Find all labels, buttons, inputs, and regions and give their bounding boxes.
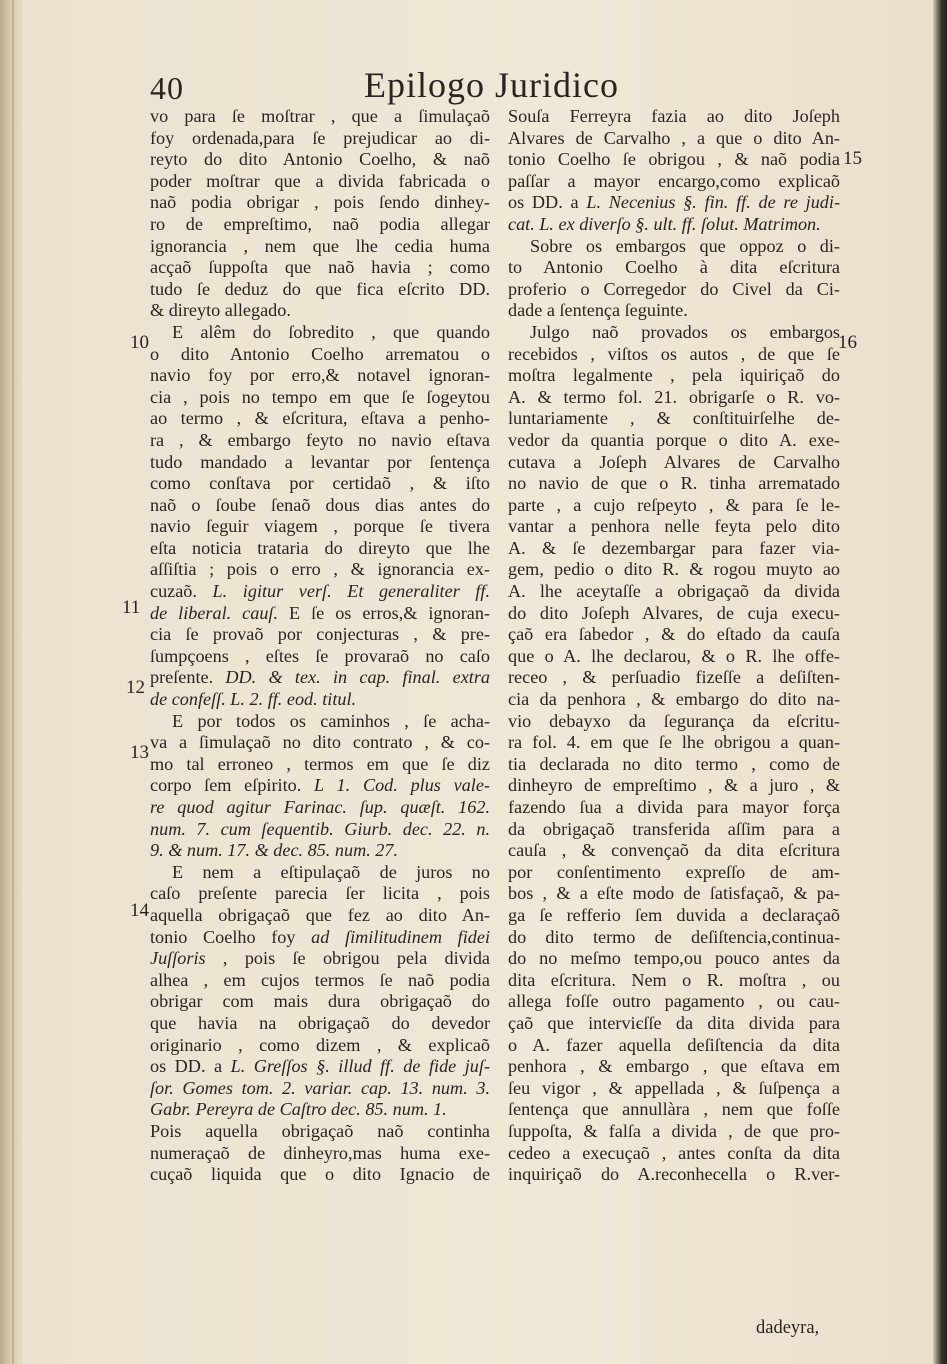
text-line: receo , & perſuadio fizeſſe a deſiſten-: [508, 667, 840, 688]
text-line: dade a ſentença ſeguinte.: [508, 300, 688, 321]
text-line: reyto do dito Antonio Coelho, & naõ: [150, 149, 490, 170]
text-line: çaõ que interviєſſe da dita divida para: [508, 1012, 840, 1033]
text-line: ignorancia , nem que lhe cedia huma: [150, 235, 490, 256]
text-line: ro de empreſtimo, naõ podia allegar: [150, 213, 490, 234]
text-line: cat. L. ex diverſo §. ult. ff. ſolut. Matrimon.: [508, 213, 821, 234]
text-line: que havia na obrigaçaõ do devedor: [150, 1012, 490, 1033]
text-line: parte , a cujo reſpeyto , & para ſe le-: [508, 494, 840, 515]
text-line: acçaõ ſuppoſta que naõ havia ; como: [150, 257, 490, 278]
text-line: mo tal erroneo , termos em que ſe diz: [150, 753, 490, 774]
text-line: 9. & num. 17. & dec. 85. num. 27.: [150, 840, 399, 861]
text-line: ao termo , & eſcritura, eſtava a penho-: [150, 408, 490, 429]
text-line: A. & termo fol. 21. obrigarſe o R. vo-: [508, 386, 840, 407]
margin-number-15: 15: [843, 148, 862, 169]
margin-number-13: 13: [130, 742, 149, 763]
text-line: Julgo naõ provados os embargos: [530, 321, 840, 342]
text-line: vio debayxo da ſegurança da eſcritu-: [508, 710, 840, 731]
text-line: A. lhe aceytaſſe a obrigaçaõ da divida: [508, 581, 840, 602]
text-line: num. 7. cum ſequentib. Giurb. dec. 22. n.: [150, 818, 490, 839]
page-edge-shadow: [933, 0, 947, 1364]
text-line: corpo ſem eſpirito. L 1. Cod. plus vale-: [150, 775, 490, 796]
text-line: Souſa Ferreyra fazia ao dito Joſeph: [508, 106, 840, 126]
text-line: que o A. lhe declarou, & o R. lhe offe-: [508, 645, 840, 666]
text-line: dita eſcritura. Nem o R. moſtra , ou: [508, 969, 840, 990]
text-line: dinheyro de empreſtimo , & a juro , &: [508, 775, 840, 796]
text-line: Juſſoris , pois ſe obrigou pela divida: [150, 948, 490, 969]
text-line: da obrigaçaõ transferida aſſim para a: [508, 818, 840, 839]
text-line: tia declarada no dito termo , como de: [508, 753, 840, 774]
margin-number-10: 10: [130, 332, 149, 353]
text-line: alhea , em cujos termos ſe naõ podia: [150, 969, 490, 990]
text-line: vedor da quantia porque o dito A. exe-: [508, 429, 840, 450]
text-line: E por todos os caminhos , ſe acha-: [172, 710, 490, 731]
text-line: eſta noticia trataria do direyto que lhe: [150, 537, 490, 558]
text-line: va a ſimulaçaõ no dito contrato , & co-: [150, 732, 490, 753]
text-line: o A. fazer aquella deſiſtencia da dita: [508, 1034, 840, 1055]
text-line: aſſiſtia ; pois o erro , & ignorancia ex-: [150, 559, 490, 580]
text-line: naõ o ſoube ſenaõ dous dias antes do: [150, 494, 490, 515]
text-line: tonio Coelho ſe obrigou , & naõ podia: [508, 149, 840, 170]
text-line: cuzaõ. L. igitur verſ. Et generaliter ff.: [150, 581, 491, 602]
text-line: proferio o Corregedor do Civel da Ci-: [508, 278, 840, 299]
text-line: ſeu vigor , & appellada , & ſuſpença a: [508, 1077, 840, 1098]
text-line: como conſtava por certidaõ , & iſto: [150, 473, 490, 494]
text-line: o dito Antonio Coelho arrematou o: [150, 343, 490, 364]
text-line: recebidos , viſtos os autos , de que ſe: [508, 343, 840, 364]
margin-number-16: 16: [838, 332, 857, 353]
text-line: vantar a penhora nelle feyta pelo dito: [508, 516, 840, 537]
text-line: E nem a eſtipulaçaõ de juros no: [172, 861, 490, 882]
text-line: E alêm do ſobredito , que quando: [172, 321, 490, 342]
text-line: caſo preſente parecia ſer licita , pois: [150, 883, 490, 904]
text-line: moſtra legalmente , pela iquiriçaõ do: [508, 365, 840, 386]
text-line: tudo mandado a levantar por ſentença: [150, 451, 490, 472]
text-line: naõ podia obrigar , pois ſendo dinhey-: [150, 192, 490, 213]
text-line: navio foy por erro,& notavel ignoran-: [150, 365, 490, 386]
text-line: preſente. DD. & tex. in cap. final. extra: [150, 667, 490, 688]
text-line: obrigar com mais dura obrigaçaõ do: [150, 991, 490, 1012]
text-line: os DD. a L. Necenius §. fin. ff. de re judi-: [508, 192, 840, 213]
text-line: to Antonio Coelho à dita eſcritura: [508, 257, 840, 278]
text-line: bos , & a eſte modo de ſatisfaçaõ, & pa-: [508, 883, 840, 904]
text-line: vo para ſe moſtrar , que a ſimulaçaõ: [150, 106, 490, 126]
text-line: de confeſſ. L. 2. ff. eod. titul.: [150, 689, 357, 710]
right-text-column: [508, 106, 840, 1186]
text-line: cia , pois no tempo em que ſe ſogeytou: [150, 386, 490, 407]
text-line: do no meſmo tempo,ou pouco antes da: [508, 948, 840, 969]
text-line: Sobre os embargos que oppoz o di-: [530, 235, 840, 256]
text-line: navio ſeguir viagem , porque ſe tivera: [150, 516, 490, 537]
text-line: cedeo a execuçaõ , antes conſta da dita: [508, 1142, 840, 1163]
margin-number-12: 12: [126, 677, 145, 698]
text-line: ſentença que annullàra , nem que foſſe: [508, 1099, 840, 1120]
running-head: Epilogo Juridico: [364, 65, 619, 105]
text-line: do dito Joſeph Alvares, de cuja execu-: [508, 602, 840, 623]
text-line: no navio de que o R. tinha arrematado: [508, 473, 840, 494]
text-line: cuçaõ liquida que o dito Ignacio de: [150, 1164, 490, 1185]
text-line: tonio Coelho foy ad ſimilitudinem fidei: [150, 926, 491, 947]
text-line: fazendo ſua a divida para mayor força: [508, 797, 840, 817]
margin-number-11: 11: [122, 597, 141, 618]
text-line: os DD. a L. Greſſos §. illud ff. de fide juſ-: [150, 1056, 490, 1077]
text-line: cia da penhora , & embargo do dito na-: [508, 689, 840, 710]
text-line: gem, pedio o dito R. & rogou muyto ao: [508, 559, 840, 580]
text-line: ſumpçoens , eſtes ſe provaraõ no caſo: [150, 645, 490, 666]
text-line: paſſar a mayor encargo,como explicaõ: [508, 170, 840, 191]
text-line: poder moſtrar que a divida fabricada o: [150, 170, 490, 191]
text-line: ſuppoſta, & falſa a divida , de que pro-: [508, 1120, 840, 1141]
text-line: inquiriçaõ do A.reconhecella o R.ver-: [508, 1164, 840, 1185]
text-line: do dito termo de deſiſtencia,continua-: [508, 926, 840, 947]
text-line: numeraçaõ de dinheyro,mas huma exe-: [150, 1142, 490, 1163]
text-line: ſor. Gomes tom. 2. variar. cap. 13. num. 3.: [150, 1077, 490, 1098]
text-line: cauſa , & convençaõ da dita eſcritura: [508, 840, 840, 861]
page-number: 40: [150, 70, 184, 106]
text-line: cutava a Joſeph Alvares de Carvalho: [508, 451, 840, 472]
page-gutter: [0, 0, 22, 1364]
text-line: allega foſſe outro pagamento , ou cau-: [508, 991, 840, 1012]
text-line: ga ſe refferio ſem duvida a declaraçaõ: [508, 904, 840, 925]
text-line: luntariamente , & conſtituirſelhe de-: [508, 408, 840, 429]
text-line: Alvares de Carvalho , a que o dito An-: [508, 127, 840, 148]
text-line: ra , & embargo feyto no navio eſtava: [150, 429, 490, 450]
text-line: Pois aquella obrigaçaõ naõ continha: [150, 1120, 490, 1141]
text-line: por conſentimento expreſſo de am-: [508, 861, 840, 882]
margin-number-14: 14: [130, 900, 149, 921]
text-line: aquella obrigaçaõ que fez ao dito An-: [150, 904, 490, 925]
text-line: originario , como dizem , & explicaõ: [150, 1034, 490, 1055]
left-text-column: [150, 106, 490, 1186]
text-line: çaõ era ſabedor , & do eſtado da cauſa: [508, 624, 840, 645]
text-line: re quod agitur Farinac. ſup. quæſt. 162.: [150, 797, 490, 817]
text-line: cia ſe provaõ por conjecturas , & pre-: [150, 624, 490, 645]
text-line: Gabr. Pereyra de Caſtro dec. 85. num. 1.: [150, 1099, 447, 1120]
text-line: foy ordenada,para ſe prejudicar ao di-: [150, 127, 490, 148]
text-line: ra fol. 4. em que ſe lhe obrigou a quan-: [508, 732, 840, 753]
text-line: & direyto allegado.: [150, 300, 291, 321]
text-line: A. & ſe dezembargar para fazer via-: [508, 537, 840, 558]
catchword: dadeyra,: [756, 1318, 820, 1338]
text-line: penhora , & embargo , que eſtava em: [508, 1056, 840, 1077]
text-line: tudo ſe deduz do que fica eſcrito DD.: [150, 278, 490, 299]
text-line: de liberal. cauſ. E ſe os erros,& ignoran-: [150, 602, 490, 623]
